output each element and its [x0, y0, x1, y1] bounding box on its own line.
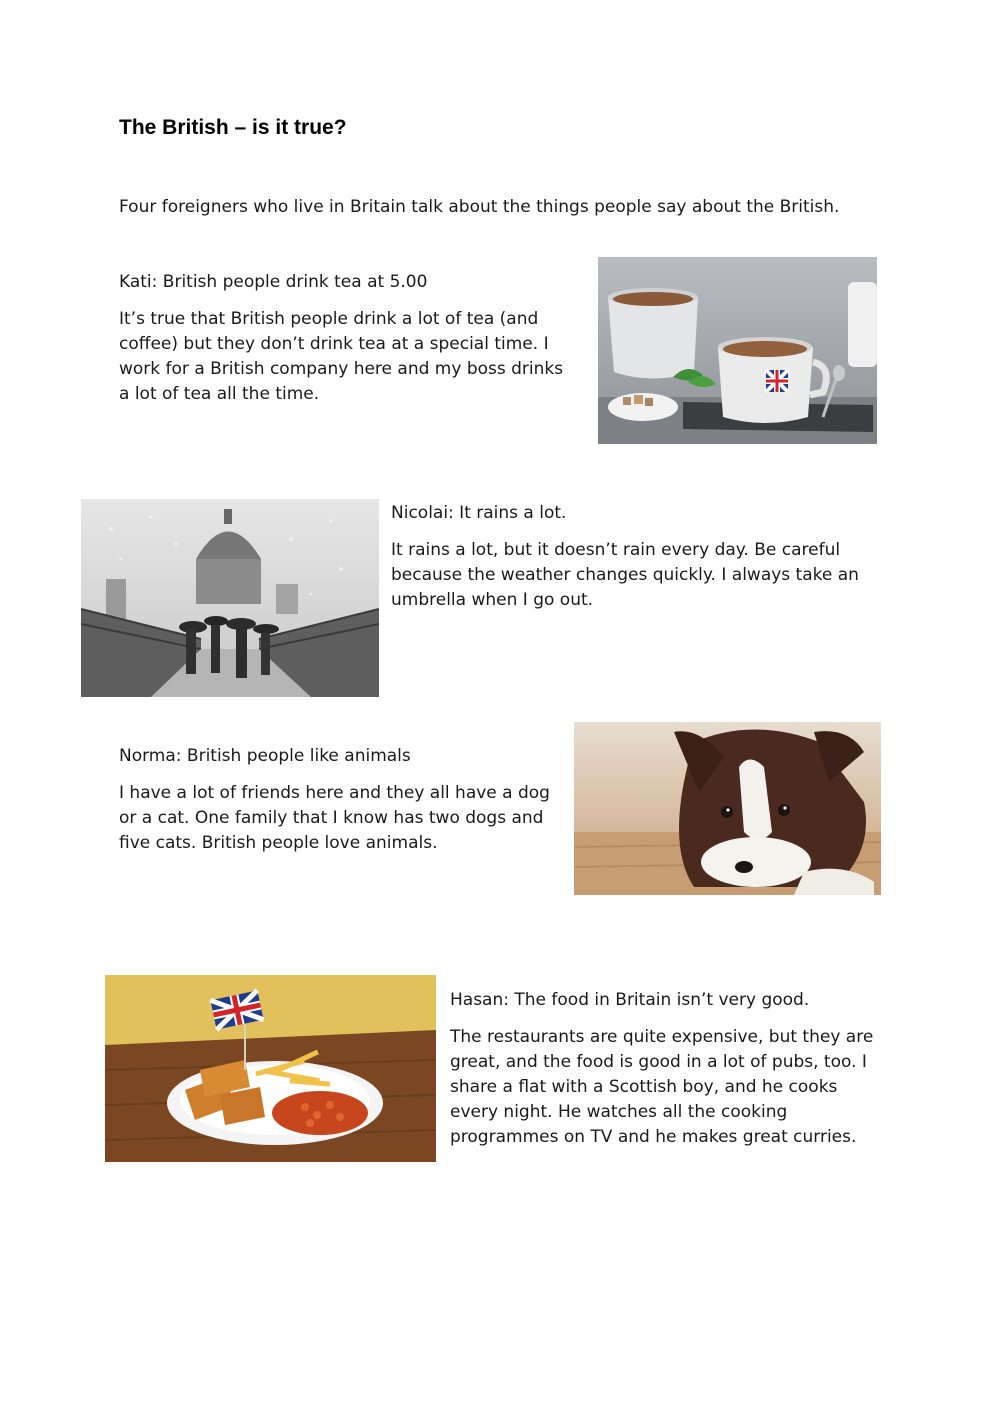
tea-cups-photo [598, 257, 877, 444]
section-heading: Kati: British people drink tea at 5.00 [119, 272, 428, 292]
section-body: The restaurants are quite expensive, but they are great, and the food is good in a lot of pubs, too. I share a flat with a Scottish boy, and he cooks every night. He watches all the cooking programmes on TV and he makes great curries. [450, 1027, 874, 1147]
section-body: It’s true that British people drink a lot of tea (and coffee) but they don’t drink tea at a special time. I work for a British company here and my boss drinks a lot of tea all the time. [119, 309, 564, 404]
section-heading: Norma: British people like animals [119, 746, 411, 766]
section-body: It rains a lot, but it doesn’t rain every day. Be careful because the weather changes quickly. I always take an umbrella when I go out. [391, 540, 859, 610]
section-kati [119, 270, 574, 407]
intro-text: Four foreigners who live in Britain talk about the things people say about the British. [119, 197, 840, 217]
fish-and-chips-photo [105, 975, 436, 1162]
section-body: I have a lot of friends here and they all have a dog or a cat. One family that I know has two dogs and five cats. British people love animals. [119, 783, 550, 853]
section-heading: Hasan: The food in Britain isn’t very good. [450, 990, 810, 1010]
section-norma [119, 744, 559, 856]
page-title: The British – is it true? [119, 116, 347, 139]
section-heading: Nicolai: It rains a lot. [391, 503, 567, 523]
dog-lying-photo [574, 722, 881, 895]
section-hasan [450, 988, 890, 1150]
rainy-london-bridge-photo [81, 499, 379, 697]
section-nicolai [391, 501, 881, 613]
